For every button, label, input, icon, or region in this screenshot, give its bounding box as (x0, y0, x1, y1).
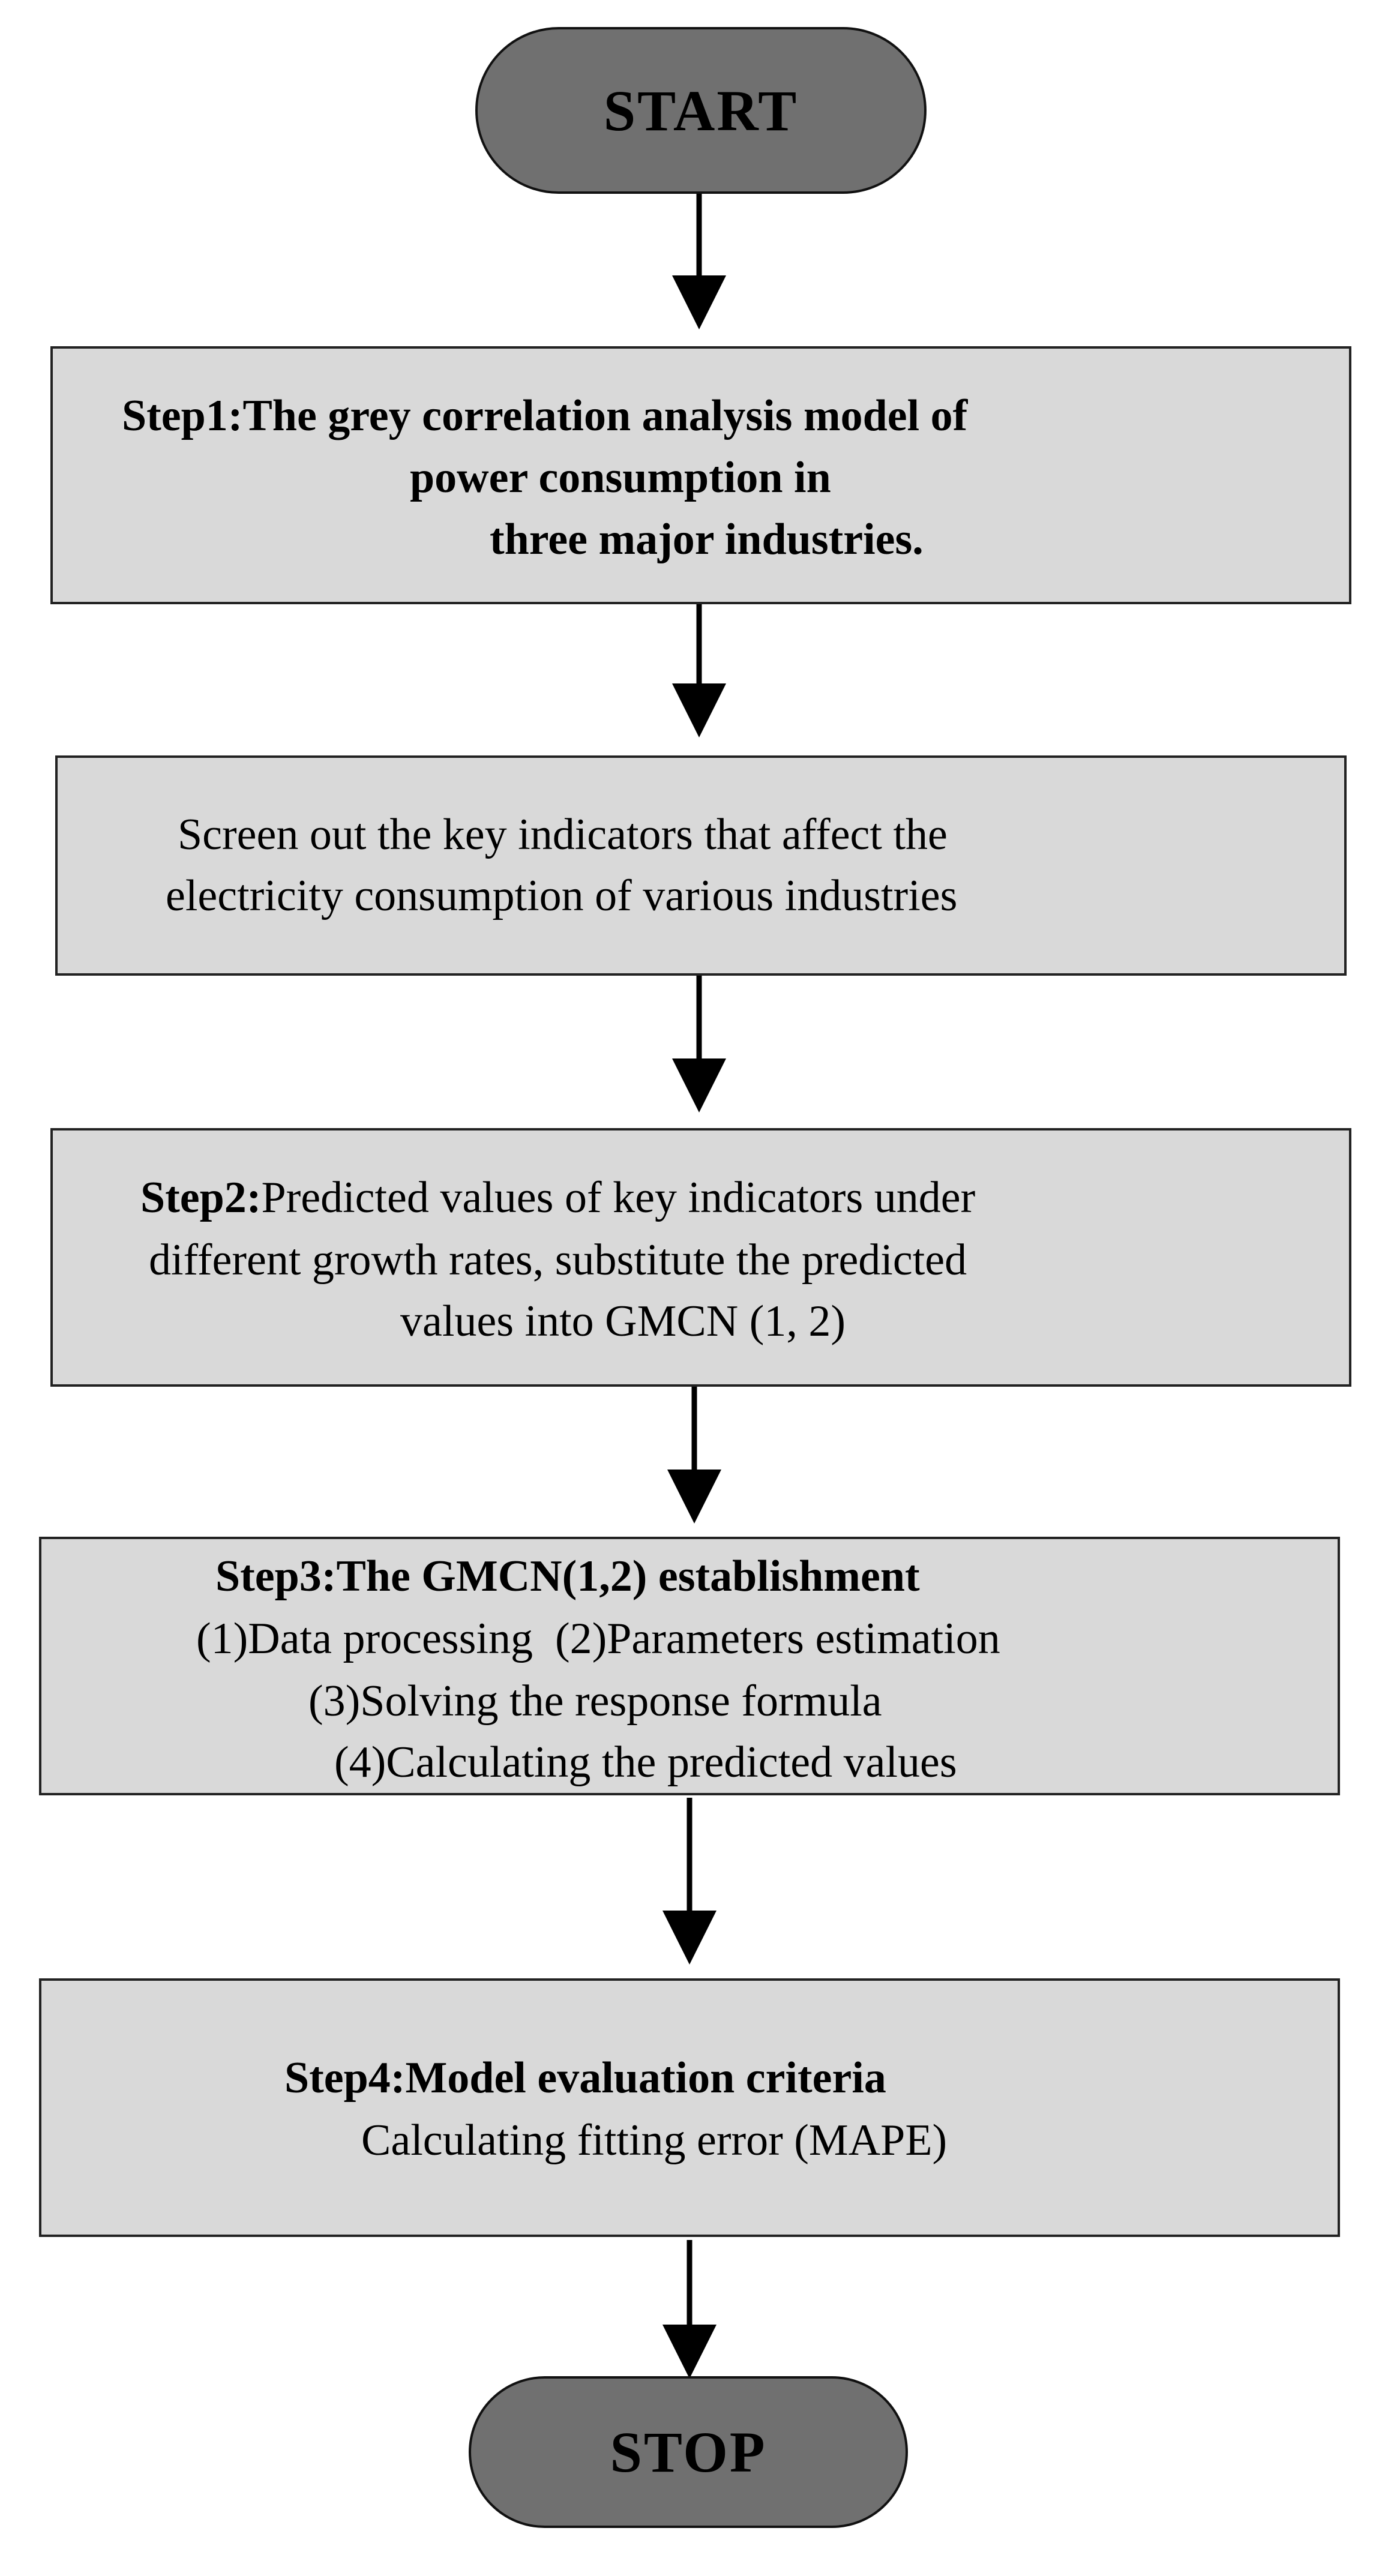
start-label: START (603, 78, 799, 143)
stop-terminal (469, 2376, 908, 2528)
step2-line3: values into GMCN (1, 2) (400, 1297, 846, 1346)
step4-line2: Calculating fitting error (MAPE) (361, 2116, 948, 2165)
step1-line3: three major industries. (490, 515, 924, 564)
screen-line1: Screen out the key indicators that affect the (178, 810, 948, 859)
step3-line2: (1)Data processing (2)Parameters estimation (196, 1614, 1000, 1663)
step1-line1: Step1:The grey correlation analysis model of (122, 391, 968, 440)
step2-box (50, 1128, 1351, 1387)
step2-line1-text: Predicted values of key indicators under (261, 1173, 976, 1222)
step4-box (39, 1978, 1340, 2237)
step3-box (39, 1537, 1340, 1795)
step4-title: Step4:Model evaluation criteria (284, 2053, 886, 2103)
step1-line2: power consumption in (410, 453, 831, 502)
step3-line4: (4)Calculating the predicted values (334, 1738, 957, 1787)
step3-line3: (3)Solving the response formula (308, 1677, 882, 1726)
step2-line1 (140, 1166, 975, 1229)
step3-title: Step3:The GMCN(1,2) establishment (215, 1552, 920, 1601)
start-terminal (475, 27, 927, 194)
screen-line2: electricity consumption of various industries (166, 871, 958, 920)
stop-label: STOP (610, 2420, 767, 2484)
step2-line2: different growth rates, substitute the predicted (149, 1235, 967, 1285)
step1-box (50, 346, 1351, 604)
step2-label: Step2: (140, 1173, 262, 1222)
screen-indicators-box (55, 755, 1347, 976)
